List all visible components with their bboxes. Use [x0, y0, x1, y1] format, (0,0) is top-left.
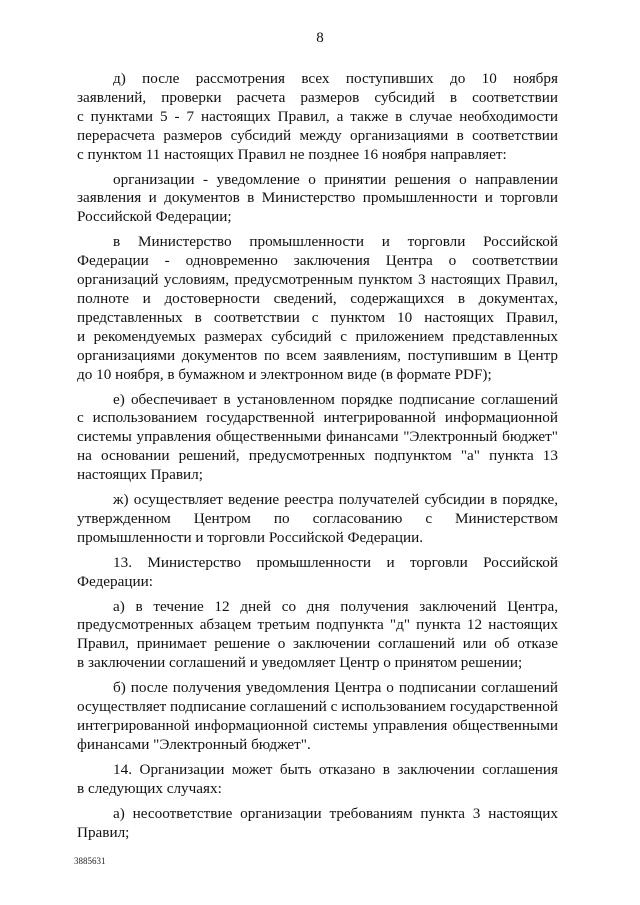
text-line: 13. Министерство промышленности и торговли Российской	[113, 553, 558, 571]
paragraph	[77, 233, 558, 384]
text-line: до 10 ноября, в бумажном и электронном виде (в формате PDF);	[77, 365, 492, 383]
text-line: осуществляет подписание соглашений с использованием государственной	[77, 698, 558, 716]
text-line: с пунктами 5 - 7 настоящих Правил, а также в случае необходимости	[77, 107, 558, 125]
paragraph	[77, 391, 558, 486]
document-code: 3885631	[74, 856, 106, 866]
text-line: в Министерство промышленности и торговли Российской	[113, 233, 558, 251]
text-line: промышленности и торговли Российской Федерации.	[77, 528, 424, 546]
text-line: системы управления общественными финансами "Электронный бюджет"	[77, 428, 558, 446]
text-line: Федерации:	[77, 572, 153, 590]
paragraph	[77, 171, 558, 228]
text-line: Правил, принимает решение о заключении соглашений или об отказе	[77, 635, 558, 653]
text-line: на основании решений, предусмотренных подпунктом "а" пункта 13	[77, 447, 558, 465]
text-line: б) после получения уведомления Центра о подписании соглашений	[113, 679, 558, 697]
text-line: организации - уведомление о принятии решения о направлении	[113, 170, 558, 188]
text-line: настоящих Правил;	[77, 466, 203, 484]
text-line: с пунктом 11 настоящих Правил не позднее 16 ноября направляет:	[77, 145, 507, 163]
paragraph	[77, 679, 558, 755]
text-line: в следующих случаях:	[77, 779, 222, 797]
text-line: полноте и достоверности сведений, содержащихся в документах,	[77, 289, 558, 307]
text-line: а) несоответствие организации требованиям пункта 3 настоящих	[113, 804, 558, 822]
text-line: ж) осуществляет ведение реестра получателей субсидии в порядке,	[113, 491, 558, 509]
text-line: перерасчета размеров субсидий между организациями в соответствии	[77, 126, 558, 144]
text-line: 14. Организации может быть отказано в заключении соглашения	[113, 760, 558, 778]
text-line: с использованием государственной интегрированной информационной	[77, 409, 558, 427]
text-line: организациями документов по всем заявлениям, поступившим в Центр	[77, 346, 558, 364]
paragraph	[77, 598, 558, 674]
paragraph	[77, 491, 558, 548]
paragraph	[77, 805, 558, 843]
text-line: Федерации - одновременно заключения Центра о соответствии	[77, 252, 558, 270]
text-line: Правил;	[77, 823, 130, 841]
text-line: предусмотренных абзацем третьим подпункта "д" пункта 12 настоящих	[77, 616, 558, 634]
text-line: е) обеспечивает в установленном порядке подписание соглашений	[113, 390, 558, 408]
text-line: финансами "Электронный бюджет".	[77, 735, 311, 753]
text-line: и рекомендуемых размерах субсидий с приложением представленных	[77, 327, 558, 345]
text-line: организаций условиям, предусмотренным пунктом 3 настоящих Правил,	[77, 271, 558, 289]
page-number: 8	[316, 30, 324, 46]
paragraph	[77, 554, 558, 592]
document-body	[77, 70, 558, 848]
paragraph	[77, 70, 558, 165]
text-line: утвержденном Центром по согласованию с Министерством	[77, 509, 558, 527]
paragraph	[77, 761, 558, 799]
text-line: д) после рассмотрения всех поступивших до 10 ноября	[113, 70, 558, 87]
text-line: в заключении соглашений и уведомляет Центр о принятом решении;	[77, 654, 523, 672]
text-line: заявлений, проверки расчета размеров субсидий в соответствии	[77, 88, 558, 106]
text-line: заявления и документов в Министерство промышленности и торговли	[77, 189, 558, 207]
text-line: Российской Федерации;	[77, 208, 232, 226]
text-line: интегрированной информационной системы управления общественными	[77, 717, 558, 734]
text-line: а) в течение 12 дней со дня получения заключений Центра,	[113, 597, 558, 615]
text-line: представленных в соответствии с пунктом 10 настоящих Правил,	[77, 308, 558, 326]
